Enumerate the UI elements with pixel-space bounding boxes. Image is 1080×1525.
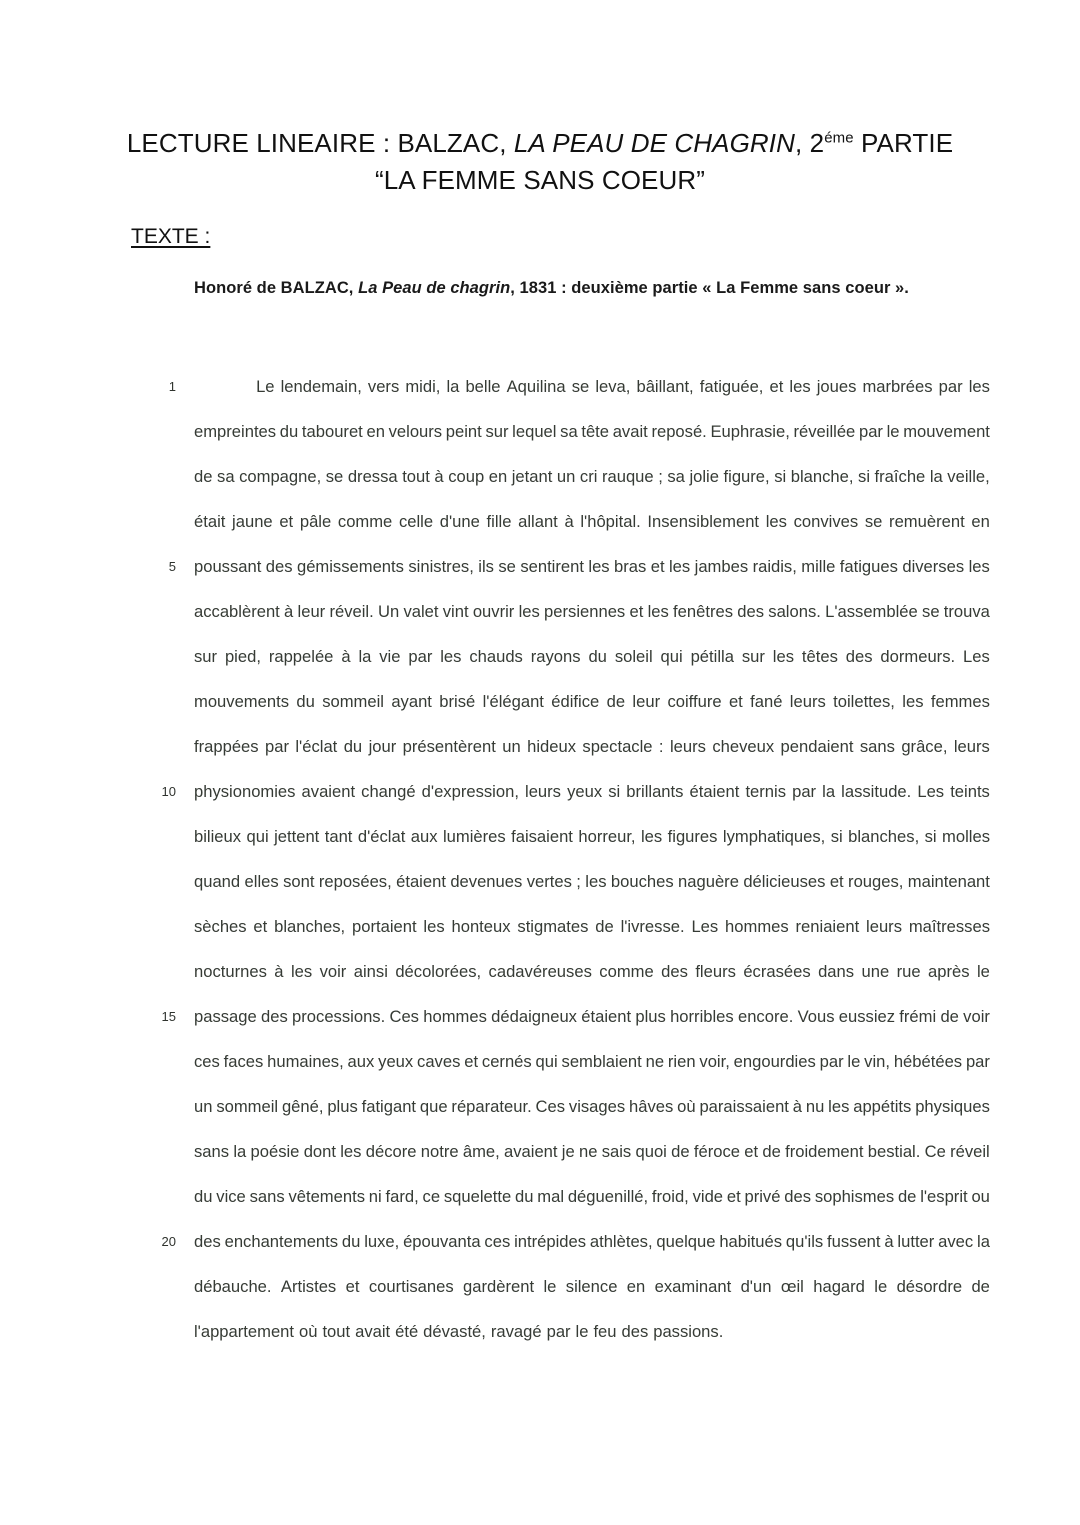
text-line: [150, 949, 990, 994]
title-work-name: LA PEAU DE CHAGRIN: [513, 128, 795, 158]
text-line: [150, 454, 990, 499]
line-text: du vice sans vêtements ni fard, ce squelette du mal déguenillé, froid, vide et privé des sophismes de l'esprit ou: [194, 1187, 990, 1206]
line-text: des enchantements du luxe, épouvanta ces intrépides athlètes, quelque habitués qu'ils fussent à lutter avec la: [194, 1232, 990, 1251]
text-line: [150, 1084, 990, 1129]
title-line-1: [100, 125, 980, 162]
text-line: [150, 904, 990, 949]
line-text: mouvements du sommeil ayant brisé l'élégant édifice de leur coiffure et fané leurs toilettes, les femmes: [194, 692, 990, 711]
line-text: sèches et blanches, portaient les honteux stigmates de l'ivresse. Les hommes reniaient leurs maîtresses: [194, 917, 990, 936]
text-line: [150, 724, 990, 769]
text-line: [150, 1039, 990, 1084]
text-line: [150, 364, 990, 409]
text-line: [150, 1309, 990, 1354]
title-middle: , 2: [795, 128, 825, 158]
source-details: , 1831 : deuxième partie « La Femme sans coeur ».: [510, 279, 909, 297]
text-line: [150, 1219, 990, 1264]
line-text: accablèrent à leur réveil. Un valet vint ouvrir les persiennes et les fenêtres des salons. L'assemblée se trouva: [194, 602, 990, 621]
line-text: était jaune et pâle comme celle d'une fille allant à l'hôpital. Insensiblement les convives se remuèrent en: [194, 512, 990, 531]
line-text: un sommeil gêné, plus fatigant que réparateur. Ces visages hâves où paraissaient à nu les appétits physiques: [194, 1097, 990, 1116]
text-line: [150, 544, 990, 589]
line-number: 1: [168, 379, 176, 394]
title-prefix: LECTURE LINEAIRE : BALZAC,: [126, 128, 514, 158]
line-text: nocturnes à les voir ainsi décolorées, cadavéreuses comme des fleurs écrasées dans une rue après le: [194, 962, 990, 981]
text-line: [150, 499, 990, 544]
line-text: poussant des gémissements sinistres, ils se sentirent les bras et les jambes raidis, mille fatigues diverses les: [194, 557, 990, 576]
line-text: passage des processions. Ces hommes dédaigneux étaient plus horribles encore. Vous eussiez frémi de voir: [194, 1007, 990, 1026]
page-title: [100, 125, 980, 199]
texte-heading: TEXTE :: [131, 225, 211, 248]
text-line: [150, 1264, 990, 1309]
line-number: 15: [161, 1009, 176, 1024]
title-ordinal-suffix: éme: [824, 129, 854, 147]
text-line: [150, 589, 990, 634]
title-suffix: PARTIE: [853, 128, 954, 158]
paragraph-indent: [194, 364, 250, 409]
text-line: [150, 769, 990, 814]
text-line: [150, 994, 990, 1039]
line-text: bilieux qui jettent tant d'éclat aux lumières faisaient horreur, les figures lymphatiques, si blanches, si molles: [194, 827, 990, 846]
text-line: [150, 634, 990, 679]
title-line-2: “LA FEMME SANS COEUR”: [374, 165, 706, 195]
line-text: sur pied, rappelée à la vie par les chauds rayons du soleil qui pétilla sur les têtes des dormeurs. Les: [194, 647, 990, 666]
line-text: Le lendemain, vers midi, la belle Aquilina se leva, bâillant, fatiguée, et les joues marbrées par les: [194, 364, 990, 409]
line-text: sans la poésie dont les décore notre âme, avaient je ne sais quoi de féroce et de froidement bestial. Ce réveil: [194, 1142, 990, 1161]
line-text: empreintes du tabouret en velours peint sur lequel sa tête avait reposé. Euphrasie, réveillée par le mouvement: [194, 422, 990, 441]
text-line: [150, 409, 990, 454]
line-number: 20: [161, 1234, 176, 1249]
line-text: frappées par l'éclat du jour présentèrent un hideux spectacle : leurs cheveux pendaient sans grâce, leurs: [194, 737, 990, 756]
line-text: ces faces humaines, aux yeux caves et cernés qui semblaient ne rien voir, engourdies par le vin, hébétées par: [194, 1052, 990, 1071]
line-number: 10: [161, 784, 176, 799]
source-author: Honoré de BALZAC,: [194, 279, 359, 297]
line-text: l'appartement où tout avait été dévasté, ravagé par le feu des passions.: [194, 1322, 724, 1341]
text-line: [150, 1174, 990, 1219]
line-text: de sa compagne, se dressa tout à coup en jetant un cri rauque ; sa jolie figure, si blanche, si fraîche la veille,: [194, 467, 990, 486]
line-number: 5: [168, 559, 176, 574]
line-text: quand elles sont reposées, étaient devenues vertes ; les bouches naguère délicieuses et rouges, maintenant: [194, 872, 990, 891]
source-attribution: [194, 279, 909, 298]
text-line: [150, 814, 990, 859]
line-text: débauche. Artistes et courtisanes gardèrent le silence en examinant d'un œil hagard le désordre de: [194, 1277, 990, 1296]
text-line: [150, 679, 990, 724]
text-excerpt: [150, 364, 990, 1354]
line-text: physionomies avaient changé d'expression, leurs yeux si brillants étaient ternis par la lassitude. Les teints: [194, 782, 990, 801]
text-line: [150, 859, 990, 904]
source-work-title: La Peau de chagrin: [358, 279, 511, 297]
text-line: [150, 1129, 990, 1174]
